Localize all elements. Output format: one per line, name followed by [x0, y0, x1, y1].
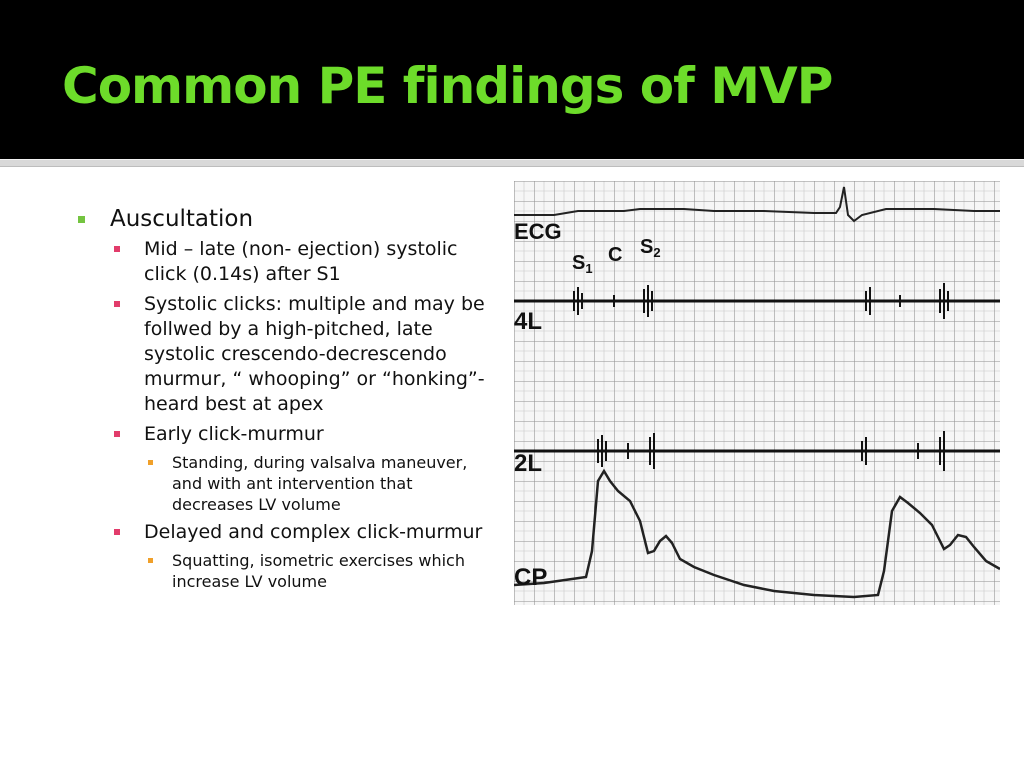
square-bullet-icon — [114, 529, 120, 535]
bullet-systolic-clicks — [110, 292, 496, 417]
phonocardiogram-figure — [514, 181, 1000, 605]
bullet-early-click-detail — [144, 452, 496, 515]
title-bar — [0, 0, 1024, 158]
bullet-delayed-click-detail — [144, 550, 496, 592]
s2-label: $S_2$ — [640, 236, 661, 260]
bullet-auscultation — [76, 205, 496, 233]
bullet-text: Standing, during valsalva maneuver, and with ant intervention that decreases LV volume — [172, 453, 468, 514]
slide-title: Common PE findings of MVP — [62, 57, 833, 115]
bullet-text: Mid – late (non- ejection) systolic click (0.14s) after S1 — [144, 238, 458, 285]
bullet-early-click-murmur — [110, 422, 496, 447]
bullet-text: Auscultation — [110, 206, 254, 232]
bullet-text: Squatting, isometric exercises which increase LV volume — [172, 551, 465, 591]
square-bullet-icon — [78, 216, 85, 223]
ecg-label: ECG — [514, 219, 562, 244]
square-bullet-icon — [114, 431, 120, 437]
bullet-mid-late-click — [110, 237, 496, 287]
square-bullet-icon — [114, 301, 120, 307]
channel-4l-label: 4L — [514, 308, 543, 335]
bullet-text: Delayed and complex click-murmur — [144, 521, 483, 543]
square-bullet-icon — [114, 246, 120, 252]
bullet-delayed-click-murmur — [110, 520, 496, 545]
square-bullet-icon — [148, 460, 153, 465]
slide-content — [0, 167, 1024, 768]
s1-label: $S_1$ — [572, 252, 593, 276]
bullet-list — [76, 205, 496, 597]
grid-paper — [514, 181, 1000, 605]
cp-label: CP — [514, 564, 548, 591]
bullet-text: Systolic clicks: multiple and may be follwed by a high-pitched, late systolic crescendo-decrescendo murmur, “ whooping” or “honking”- heard best at apex — [144, 293, 485, 415]
square-bullet-icon — [148, 558, 153, 563]
title-divider — [0, 159, 1024, 167]
bullet-text: Early click-murmur — [144, 423, 324, 445]
click-label: C — [608, 244, 623, 266]
channel-2l-label: 2L — [514, 450, 543, 477]
